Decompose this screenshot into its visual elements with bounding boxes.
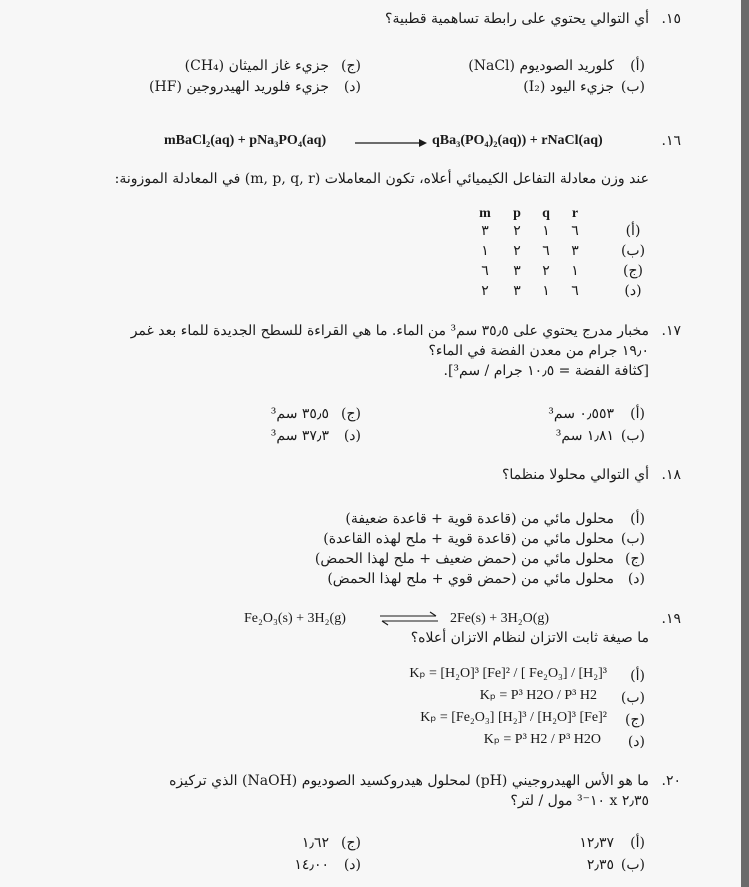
q19-option-d-label: (د) [627,734,645,750]
q17-option-b-label: (ب) [620,428,645,444]
q16-cell: ١ [542,283,550,299]
q18-option-a: محلول مائي من (قاعدة قوية + قاعدة ضعيفة) [345,511,614,527]
q20-option-c: ١٫٦٢ [301,835,329,851]
q16-row-label: (أ) [625,223,641,239]
q19-option-a-label: (أ) [630,668,645,684]
q16-cell: ٢ [542,263,550,279]
q16-row-d [470,283,650,301]
q15-option-c: جزيء غاز الميثان (CH₄) [184,58,329,74]
q16-question: عند وزن معادلة التفاعل الكيميائي أعلاه، تكون المعاملات (m, p, q, r) في المعادلة الموزونة: [114,171,649,187]
q16-row-label: (د) [624,283,642,299]
q20-option-b-label: (ب) [620,857,645,873]
q19-reactants: Fe₂O₃(s) + 3H₂(g) [244,611,346,626]
q18-option-c-label: (ج) [625,551,645,567]
q16-row-b [470,243,650,261]
q19-option-b-label: (ب) [620,690,645,706]
q20-option-b: ٢٫٣٥ [586,857,614,873]
q16-header-r: r [571,206,579,221]
q17-question-line1: مخبار مدرج يحتوي على ٣٥٫٥ سم³ من الماء. ما هي القراءة للسطح الجديدة للماء بعد غمر [130,323,649,339]
q20-option-a: ١٢٫٣٧ [579,835,614,851]
q17-option-a: ٠٫٥٥٣ سم³ [548,406,614,422]
q16-cell: ١ [542,223,550,239]
q18-option-d: محلول مائي من (حمض قوي + ملح لهذا الحمض) [327,571,614,587]
q15-option-b-label: (ب) [620,79,645,95]
q17-option-a-label: (أ) [630,406,645,422]
q16-cell: ٣ [571,243,579,259]
q19-option-c-label: (ج) [625,712,645,728]
q18-question: أي التوالي محلولا منظما؟ [501,467,649,483]
q18-option-d-label: (د) [627,571,645,587]
q15-question: أي التوالي يحتوي على رابطة تساهمية قطبية؟ [385,11,649,27]
q15-option-a-label: (أ) [630,58,645,74]
q16-cell: ٢ [481,283,489,299]
q19-number: .١٩ [661,611,681,627]
q19-products: 2Fe(s) + 3H₂O(g) [450,611,550,626]
q16-cell: ١ [571,263,579,279]
q16-header-m: m [479,206,491,221]
q20-option-c-label: (ج) [341,835,361,851]
q16-row-c [470,263,650,281]
q20-option-d-label: (د) [343,857,361,873]
q16-row-a [470,223,650,241]
q15-option-d-label: (د) [343,79,361,95]
q19-option-b: Kₚ = P³ H2O / P³ H2 [479,688,597,703]
q16-cell: ٢ [513,243,521,259]
q16-reactants: mBaCl₂(aq) + pNa₃PO₄(aq) [164,133,327,148]
q17-number: .١٧ [661,323,681,339]
q17-question-line2: ١٩٫٠ جرام من معدن الفضة في الماء؟ [428,343,649,359]
q15-option-c-label: (ج) [341,58,361,74]
q16-cell: ٦ [571,283,579,299]
q16-row-label: (ب) [620,243,646,259]
page-edge [741,0,749,887]
q18-option-b-label: (ب) [620,531,645,547]
q20-question-line2: ٢٫٣٥ x ١٠⁻³ مول / لتر؟ [510,793,649,809]
q16-row-label: (ج) [623,263,643,279]
q16-products: qBa₃(PO₄)₂(aq)) + rNaCl(aq) [432,133,603,148]
q18-number: .١٨ [661,467,681,483]
q18-option-b: محلول مائي من (قاعدة قوية + ملح لهذه القاعدة) [323,531,614,547]
q18-option-c: محلول مائي من (حمض ضعيف + ملح لهذا الحمض) [314,551,614,567]
q15-number: .١٥ [661,11,681,27]
q16-cell: ٦ [571,223,579,239]
q20-option-a-label: (أ) [630,835,645,851]
q16-cell: ١ [481,243,489,259]
q17-option-c-label: (ج) [341,406,361,422]
q16-number: .١٦ [661,133,681,149]
q16-reaction-arrow-icon [355,138,427,148]
q19-equilibrium-arrow-icon [378,611,440,627]
q16-header-p: p [513,206,521,221]
q19-option-d: Kₚ = P³ H2 / P³ H2O [483,732,601,747]
q16-cell: ٣ [513,263,521,279]
q17-option-c: ٣٥٫٥ سم³ [270,406,329,422]
q16-cell: ٣ [481,223,489,239]
q16-cell: ٦ [481,263,489,279]
q20-question-line1: ما هو الأس الهيدروجيني (pH) لمحلول هيدروكسيد الصوديوم (NaOH) الذي تركيزه [169,773,649,789]
q17-option-d: ٣٧٫٣ سم³ [270,428,329,444]
q19-question: ما صيغة ثابت الاتزان لنظام الاتزان أعلاه؟ [410,630,649,646]
q15-option-d: جزيء فلوريد الهيدروجين (HF) [149,79,329,95]
q16-header-q: q [542,206,550,221]
q17-option-b: ١٫٨١ سم³ [555,428,614,444]
q16-cell: ٦ [542,243,550,259]
q19-option-a: Kₚ = [H₂O]³ [Fe]² / [ Fe₂O₃] / [H₂]³ [409,666,607,681]
q19-option-c: Kₚ = [Fe₂O₃] [H₂]³ / [H₂O]³ [Fe]² [420,710,607,725]
q18-option-a-label: (أ) [630,511,645,527]
q16-cell: ٣ [513,283,521,299]
q17-option-d-label: (د) [343,428,361,444]
q15-option-a: كلوريد الصوديوم (NaCl) [468,58,614,74]
q20-number: .٢٠ [661,773,681,789]
q20-option-d: ١٤٫٠٠ [294,857,329,873]
q15-option-b: جزيء اليود (I₂) [523,79,614,95]
q16-cell: ٢ [513,223,521,239]
q17-density-note: [كثافة الفضة = ١٠٫٥ جرام / سم³]. [443,363,649,379]
